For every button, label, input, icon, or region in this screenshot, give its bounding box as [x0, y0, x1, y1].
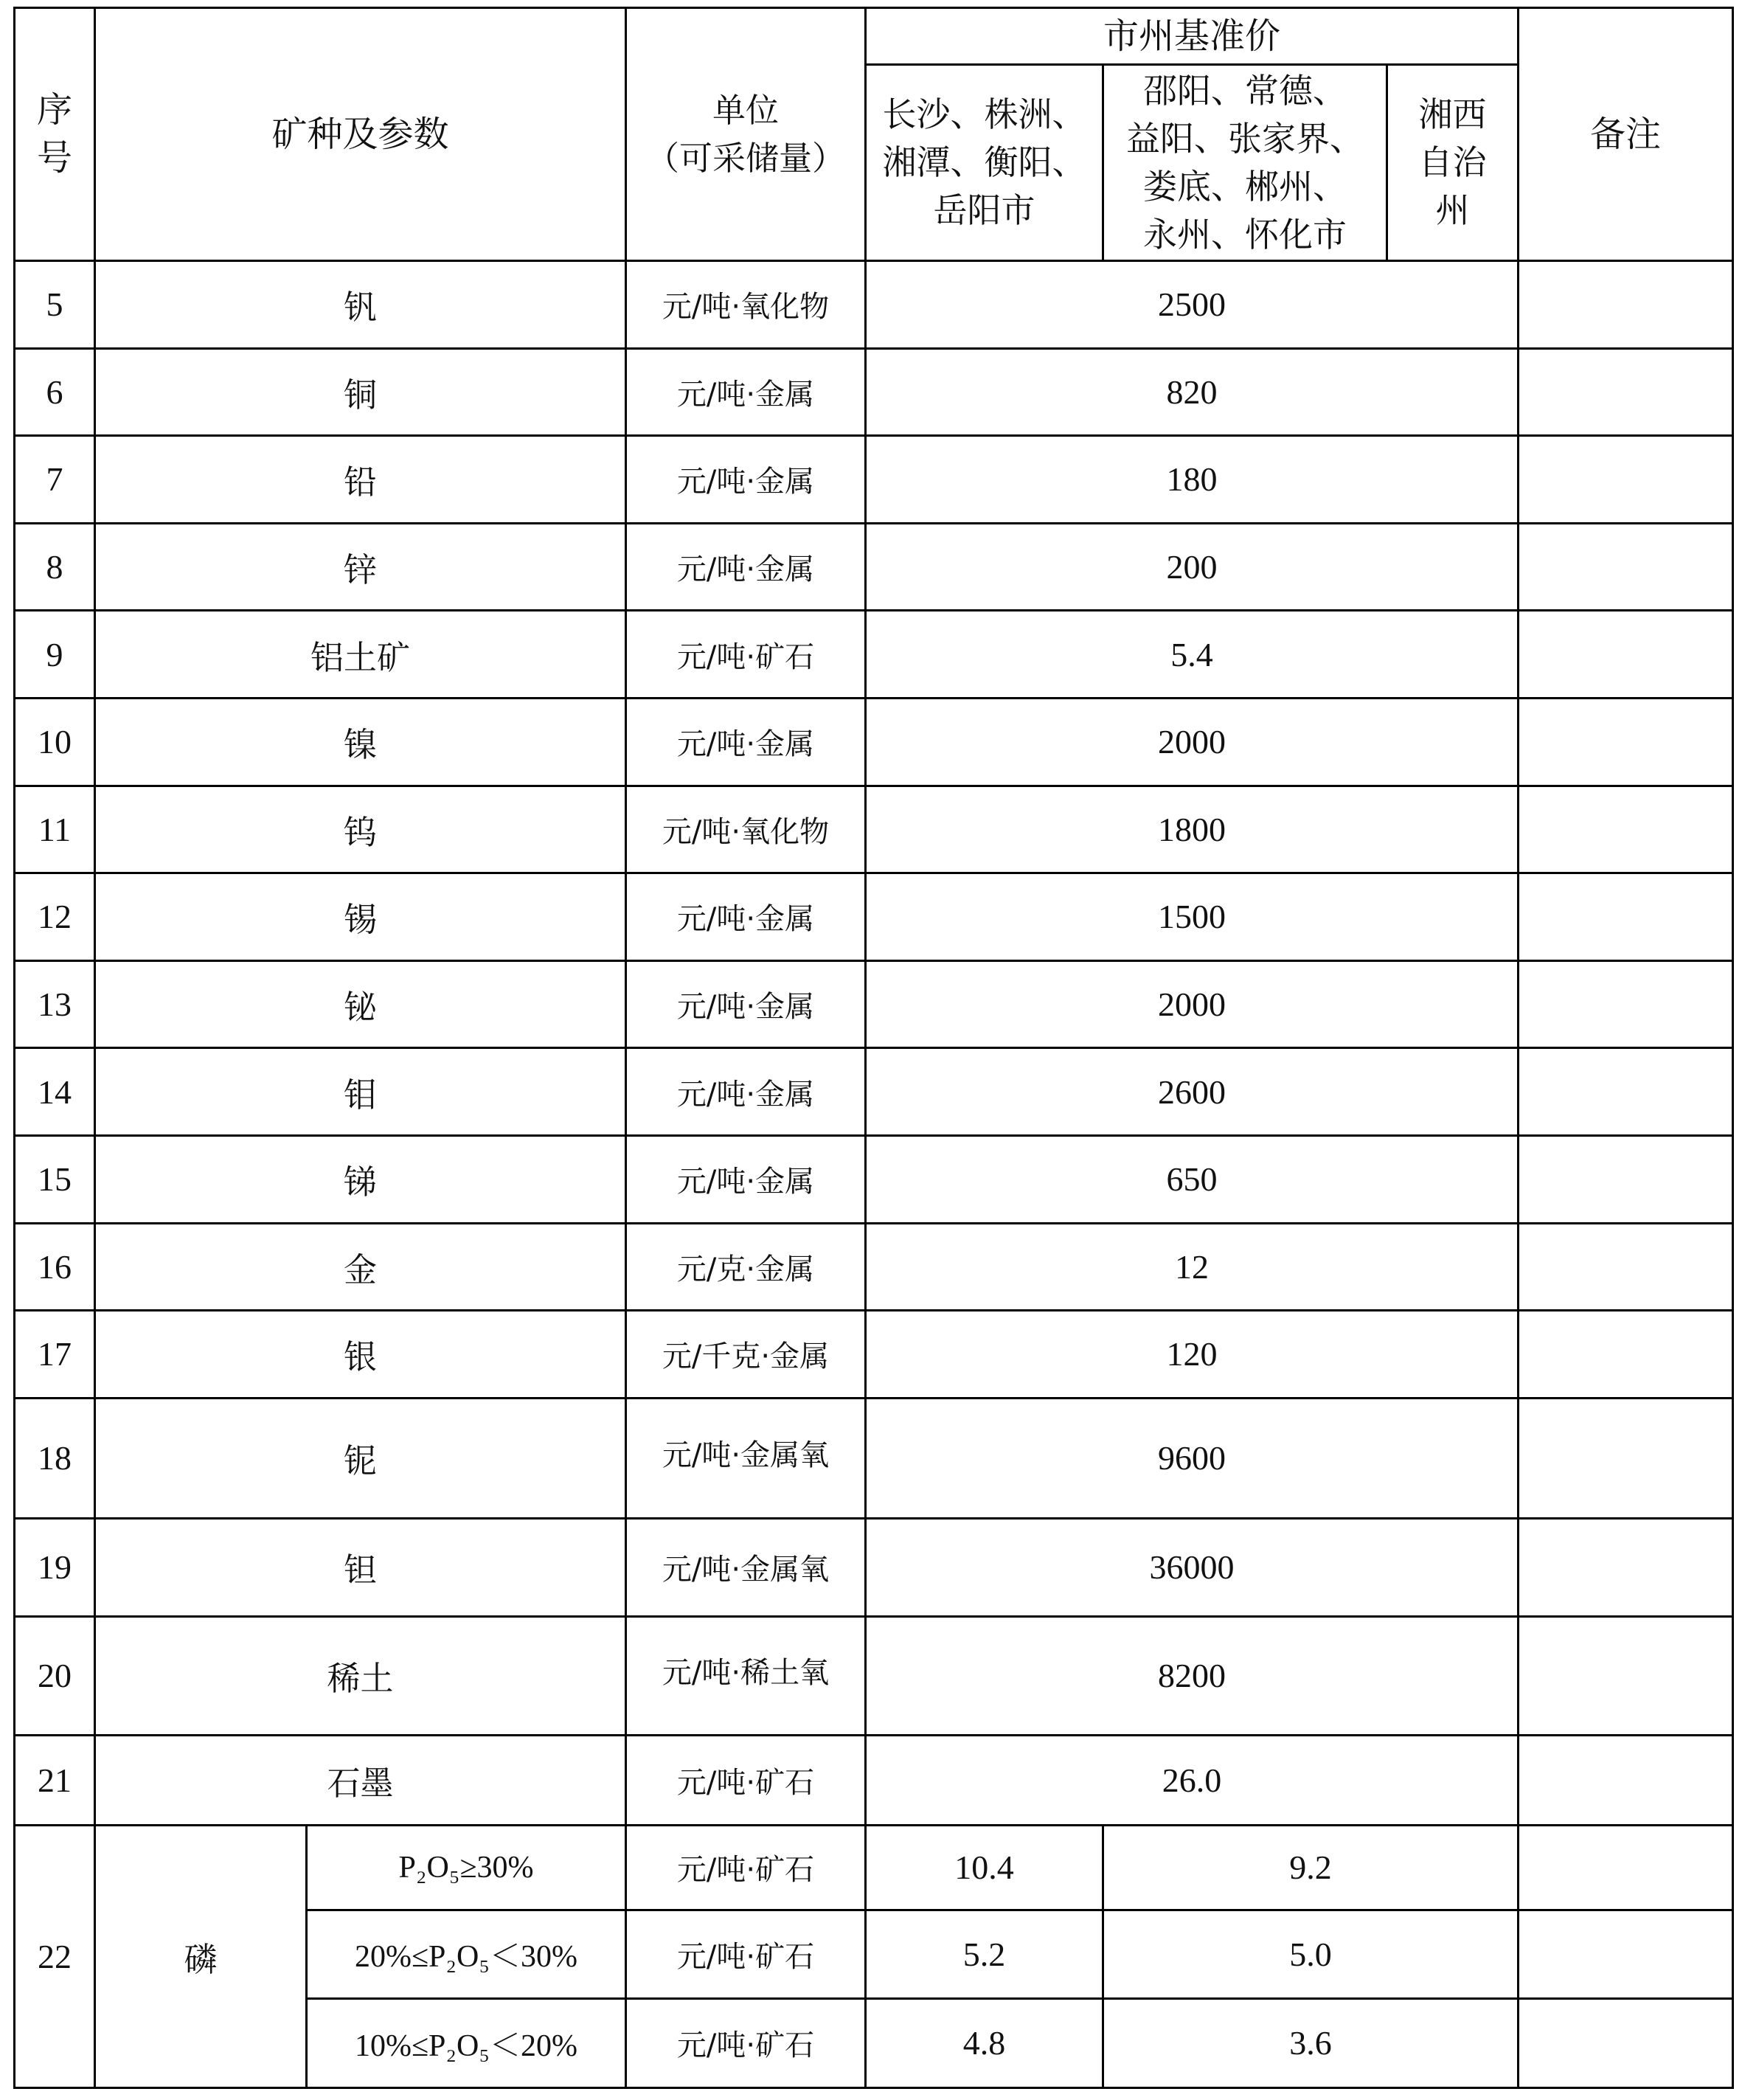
remark-cell — [1519, 1616, 1733, 1735]
price-cell: 1800 — [866, 786, 1519, 873]
table-row — [15, 611, 1733, 699]
unit-cell: 元/吨·金属 — [626, 436, 866, 524]
remark-cell — [1519, 1825, 1733, 1910]
unit-cell: 元/吨·金属 — [626, 1135, 866, 1223]
seq-cell: 16 — [15, 1223, 95, 1311]
remark-cell — [1519, 1048, 1733, 1136]
mineral-cell: 镍 — [95, 698, 626, 786]
seq-cell: 21 — [15, 1735, 95, 1825]
remark-cell — [1519, 523, 1733, 611]
remark-cell — [1519, 1910, 1733, 1998]
price-region-bc-cell: 9.2 — [1103, 1825, 1519, 1910]
seq-cell: 14 — [15, 1048, 95, 1136]
remark-cell — [1519, 436, 1733, 524]
mineral-cell: 钨 — [95, 786, 626, 873]
table-row — [15, 698, 1733, 786]
table-row — [15, 1735, 1733, 1825]
remark-cell — [1519, 611, 1733, 699]
remark-cell — [1519, 1398, 1733, 1518]
price-cell: 26.0 — [866, 1735, 1519, 1825]
header-unit-line: （可采储量） — [646, 139, 846, 178]
grade-condition-cell: 20%≤P₂O₅＜30% — [307, 1910, 626, 1998]
remark-cell — [1519, 1735, 1733, 1825]
mineral-cell: 钼 — [95, 1048, 626, 1136]
seq-cell: 12 — [15, 873, 95, 961]
header-seq-line: 序 — [36, 89, 72, 131]
unit-cell: 元/吨·金属 — [626, 698, 866, 786]
grade-condition-cell: 10%≤P₂O₅＜20% — [307, 1998, 626, 2087]
price-cell: 9600 — [866, 1398, 1519, 1518]
mineral-cell: 钒 — [95, 261, 626, 349]
table-row — [15, 348, 1733, 436]
mineral-cell: 银 — [95, 1311, 626, 1399]
price-region-bc-cell: 5.0 — [1103, 1910, 1519, 1998]
table-row — [15, 1616, 1733, 1735]
seq-cell: 11 — [15, 786, 95, 873]
mineral-cell: 钽 — [95, 1518, 626, 1616]
header-row-1 — [15, 8, 1733, 65]
seq-cell: 10 — [15, 698, 95, 786]
seq-cell: 20 — [15, 1616, 95, 1735]
region-b-line: 邵阳、常德、 — [1143, 70, 1347, 111]
price-cell: 5.4 — [866, 611, 1519, 699]
table-row — [15, 1398, 1733, 1518]
remark-cell — [1519, 786, 1733, 873]
region-b-line: 永州、怀化市 — [1143, 214, 1347, 254]
region-c-line: 湘西 — [1418, 94, 1487, 134]
unit-cell: 元/吨·金属 — [626, 523, 866, 611]
unit-cell: 元/吨·氧化物 — [626, 786, 866, 873]
region-a-line: 长沙、株洲、 — [882, 94, 1086, 134]
seq-cell: 6 — [15, 348, 95, 436]
seq-cell: 5 — [15, 261, 95, 349]
mineral-cell: 铝土矿 — [95, 611, 626, 699]
remark-cell — [1519, 1135, 1733, 1223]
price-cell: 200 — [866, 523, 1519, 611]
price-cell: 2000 — [866, 698, 1519, 786]
table-row — [15, 436, 1733, 524]
price-cell: 650 — [866, 1135, 1519, 1223]
remark-cell — [1519, 1311, 1733, 1399]
price-cell: 8200 — [866, 1616, 1519, 1735]
mineral-cell: 锡 — [95, 873, 626, 961]
region-c-line: 自治 — [1418, 142, 1487, 182]
header-region-b — [1103, 65, 1387, 261]
header-seq — [15, 8, 95, 261]
price-cell: 120 — [866, 1311, 1519, 1399]
unit-cell: 元/吨·矿石 — [626, 1910, 866, 1998]
price-region-a-cell: 10.4 — [866, 1825, 1103, 1910]
header-region-c — [1387, 65, 1519, 261]
seq-cell: 15 — [15, 1135, 95, 1223]
remark-cell — [1519, 348, 1733, 436]
seq-cell: 18 — [15, 1398, 95, 1518]
price-cell: 820 — [866, 348, 1519, 436]
remark-cell — [1519, 1998, 1733, 2087]
table-row — [15, 523, 1733, 611]
table-row — [15, 1311, 1733, 1399]
seq-cell: 9 — [15, 611, 95, 699]
remark-cell — [1519, 960, 1733, 1048]
mineral-cell: 铅 — [95, 436, 626, 524]
table-row — [15, 261, 1733, 349]
price-cell: 36000 — [866, 1518, 1519, 1616]
table-row — [15, 1135, 1733, 1223]
price-region-bc-cell: 3.6 — [1103, 1998, 1519, 2087]
mineral-cell: 锑 — [95, 1135, 626, 1223]
mineral-cell: 稀土 — [95, 1616, 626, 1735]
table-row — [15, 960, 1733, 1048]
mineral-cell: 金 — [95, 1223, 626, 1311]
unit-cell: 元/吨·金属 — [626, 348, 866, 436]
grade-condition-cell: P₂O₅≥30% — [307, 1825, 626, 1910]
unit-cell: 元/吨·氧化物 — [626, 261, 866, 349]
header-region-a — [866, 65, 1103, 261]
unit-cell: 元/吨·金属 — [626, 1048, 866, 1136]
region-a-line: 岳阳市 — [933, 190, 1035, 230]
price-cell: 2600 — [866, 1048, 1519, 1136]
mineral-cell: 锌 — [95, 523, 626, 611]
unit-cell: 元/吨·金属氧 — [626, 1518, 866, 1616]
price-region-a-cell: 5.2 — [866, 1910, 1103, 1998]
price-cell: 1500 — [866, 873, 1519, 961]
table-row — [15, 786, 1733, 873]
table-row — [15, 1223, 1733, 1311]
unit-cell: 元/克·金属 — [626, 1223, 866, 1311]
unit-cell: 元/吨·金属氧 — [626, 1398, 866, 1518]
remark-cell — [1519, 698, 1733, 786]
unit-cell: 元/吨·矿石 — [626, 1998, 866, 2087]
price-region-a-cell: 4.8 — [866, 1998, 1103, 2087]
table-row — [15, 873, 1733, 961]
seq-cell: 19 — [15, 1518, 95, 1616]
seq-cell: 7 — [15, 436, 95, 524]
mineral-cell: 铋 — [95, 960, 626, 1048]
seq-cell: 22 — [15, 1825, 95, 2087]
unit-cell: 元/吨·矿石 — [626, 611, 866, 699]
unit-cell: 元/吨·矿石 — [626, 1825, 866, 1910]
header-price-group: 市州基准价 — [866, 8, 1519, 65]
seq-cell: 13 — [15, 960, 95, 1048]
price-cell: 2500 — [866, 261, 1519, 349]
price-cell: 180 — [866, 436, 1519, 524]
mineral-cell: 石墨 — [95, 1735, 626, 1825]
table-row — [15, 1518, 1733, 1616]
region-b-line: 娄底、郴州、 — [1143, 166, 1347, 207]
remark-cell — [1519, 1518, 1733, 1616]
unit-cell: 元/吨·矿石 — [626, 1735, 866, 1825]
unit-cell: 元/千克·金属 — [626, 1311, 866, 1399]
seq-cell: 17 — [15, 1311, 95, 1399]
seq-cell: 8 — [15, 523, 95, 611]
remark-cell — [1519, 261, 1733, 349]
mineral-cell: 铜 — [95, 348, 626, 436]
mineral-base-price-table — [13, 7, 1734, 2089]
table-row-phosphorus-grade — [15, 1825, 1733, 1910]
header-mineral: 矿种及参数 — [95, 8, 626, 261]
region-a-line: 湘潭、衡阳、 — [882, 142, 1086, 182]
header-unit — [626, 8, 866, 261]
header-seq-line: 号 — [36, 137, 72, 179]
unit-cell: 元/吨·金属 — [626, 960, 866, 1048]
unit-cell: 元/吨·稀土氧 — [626, 1616, 866, 1735]
mineral-cell: 铌 — [95, 1398, 626, 1518]
region-b-line: 益阳、张家界、 — [1126, 118, 1364, 159]
mineral-cell: 磷 — [95, 1825, 307, 2087]
price-cell: 2000 — [866, 960, 1519, 1048]
remark-cell — [1519, 873, 1733, 961]
unit-cell: 元/吨·金属 — [626, 873, 866, 961]
region-c-line: 州 — [1435, 190, 1470, 230]
header-unit-line: 单位 — [712, 91, 780, 130]
remark-cell — [1519, 1223, 1733, 1311]
price-cell: 12 — [866, 1223, 1519, 1311]
table-row — [15, 1048, 1733, 1136]
header-remark: 备注 — [1519, 8, 1733, 261]
